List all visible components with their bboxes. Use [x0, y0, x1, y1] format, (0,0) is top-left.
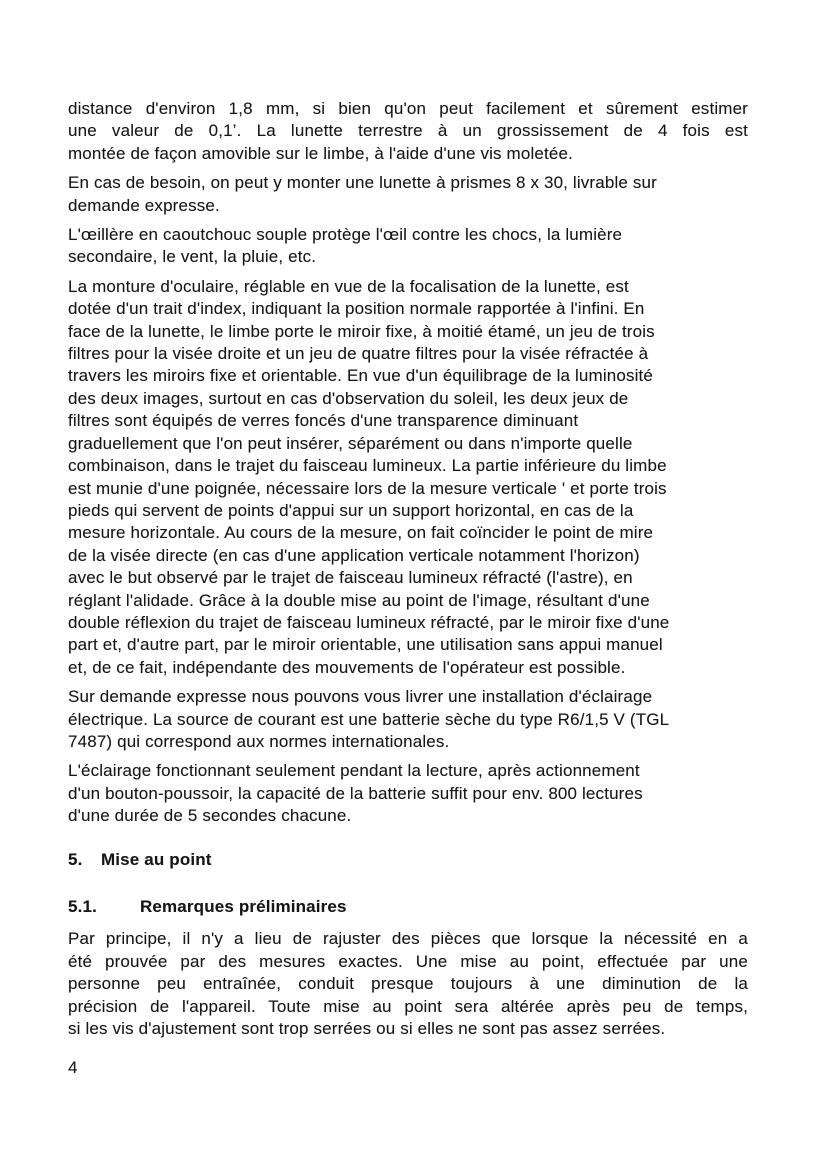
paragraph [68, 98, 748, 165]
text-line: une valeur de 0,1’. La lunette terrestre à un grossissement de 4 fois est [68, 121, 748, 141]
paragraph [68, 172, 748, 217]
text-line: précision de l'appareil. Toute mise au point sera altérée après peu de temps, [68, 996, 748, 1016]
text-line: électrique. La source de courant est une batterie sèche du type R6/1,5 V (TGL [68, 709, 670, 729]
subsection-number: 5.1. [68, 897, 97, 916]
text-line: La monture d'oculaire, réglable en vue de la focalisation de la lunette, est [68, 276, 629, 296]
text-line: filtres pour la visée droite et un jeu de quatre filtres pour la visée réfractée à [68, 344, 649, 364]
subsection-title: Remarques préliminaires [140, 897, 347, 916]
text-line: été prouvée par des mesures exactes. Une mise au point, effectuée par une [68, 951, 748, 971]
text-line: des deux images, surtout en cas d'observation du soleil, les deux jeux de [68, 388, 629, 408]
text-line: part et, d'autre part, par le miroir orientable, une utilisation sans appui manuel [68, 635, 663, 655]
section-title: Mise au point [101, 849, 212, 869]
text-line: combinaison, dans le trajet du faisceau lumineux. La partie inférieure du limbe [68, 456, 667, 476]
text-line: et, de ce fait, indépendante des mouvements de l'opérateur est possible. [68, 657, 626, 677]
text-line: est munie d'une poignée, nécessaire lors de la mesure verticale ' et porte trois [68, 478, 667, 498]
text-line: dotée d'un trait d'index, indiquant la position normale rapportée à l'infini. En [68, 299, 645, 319]
text-line: secondaire, le vent, la pluie, etc. [68, 247, 317, 267]
text-line: graduellement que l'on peut insérer, séparément ou dans n'importe quelle [68, 433, 633, 453]
text-line: demande expresse. [68, 195, 220, 215]
text-line: face de la lunette, le limbe porte le miroir fixe, à moitié étamé, un jeu de trois [68, 321, 655, 341]
text-line: montée de façon amovible sur le limbe, à l'aide d'une vis moletée. [68, 143, 573, 163]
text-line: distance d'environ 1,8 mm, si bien qu'on peut facilement et sûrement estimer [68, 99, 748, 118]
section-number: 5. [68, 849, 83, 869]
text-line: avec le but observé par le trajet de faisceau lumineux réfracté (l'astre), en [68, 568, 633, 588]
text-line: L'éclairage fonctionnant seulement pendant la lecture, après actionnement [68, 761, 640, 781]
text-line: double réflexion du trajet de faisceau lumineux réfracté, par le miroir fixe d'une [68, 612, 670, 632]
paragraph [68, 224, 748, 269]
text-line: d'un bouton-poussoir, la capacité de la batterie suffit pour env. 800 lectures [68, 783, 643, 803]
subsection-heading [68, 896, 748, 918]
text-line: réglant l'alidade. Grâce à la double mise au point de l'image, résultant d'une [68, 590, 650, 610]
paragraph [68, 928, 748, 1040]
text-line: d'une durée de 5 secondes chacune. [68, 806, 352, 826]
paragraph [68, 276, 748, 679]
text-line: L'œillère en caoutchouc souple protège l'œil contre les chocs, la lumière [68, 225, 623, 245]
text-line: si les vis d'ajustement sont trop serrées ou si elles ne sont pas assez serrées. [68, 1019, 666, 1039]
section-heading [68, 849, 748, 871]
text-line: pieds qui servent de points d'appui sur un support horizontal, en cas de la [68, 500, 634, 520]
text-line: travers les miroirs fixe et orientable. En vue d'un équilibrage de la luminosité [68, 366, 654, 386]
page-number: 4 [68, 1058, 78, 1078]
paragraph [68, 760, 748, 827]
text-line: En cas de besoin, on peut y monter une lunette à prismes 8 x 30, livrable sur [68, 173, 657, 193]
paragraph [68, 686, 748, 753]
text-line: Par principe, il n'y a lieu de rajuster des pièces que lorsque la nécessité en a [68, 929, 748, 949]
text-line: mesure horizontale. Au cours de la mesure, on fait coïncider le point de mire [68, 523, 654, 543]
text-line: personne peu entraînée, conduit presque toujours à une diminution de la [68, 974, 748, 994]
page-body [68, 0, 748, 1080]
text-line: de la visée directe (en cas d'une application verticale notamment l'horizon) [68, 545, 640, 565]
text-line: Sur demande expresse nous pouvons vous livrer une installation d'éclairage [68, 687, 653, 707]
text-line: 7487) qui correspond aux normes internationales. [68, 731, 450, 751]
text-line: filtres sont équipés de verres foncés d'une transparence diminuant [68, 411, 579, 431]
